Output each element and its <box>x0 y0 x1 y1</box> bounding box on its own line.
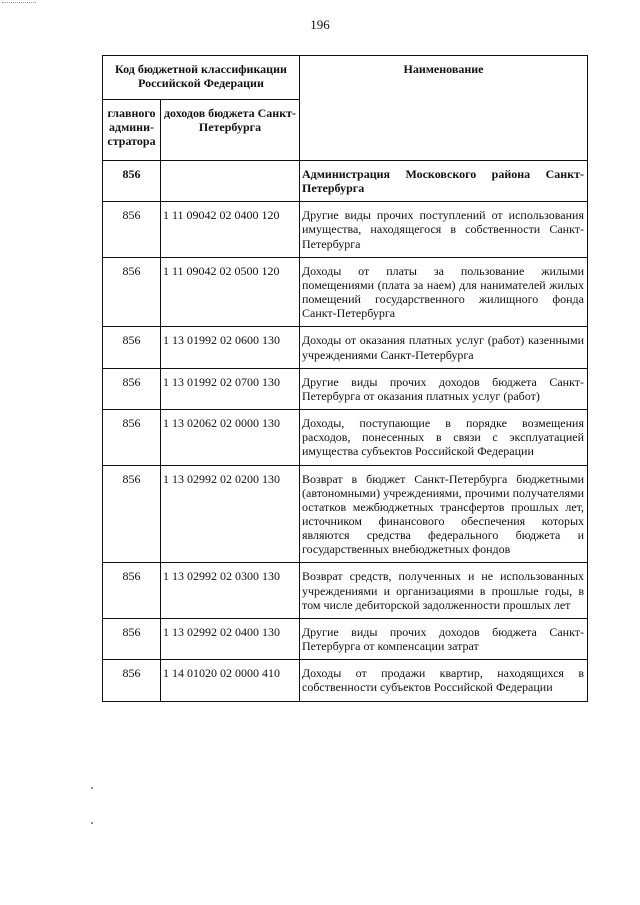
table-row <box>103 161 588 202</box>
table-row <box>103 368 588 409</box>
admin-code-cell: 856 <box>103 563 161 618</box>
revenue-code-cell: 1 11 09042 02 0500 120 <box>161 257 300 327</box>
table-header <box>103 56 588 161</box>
header-code-group: Код бюджетной классификации Российской Федерации <box>103 56 300 100</box>
table-row <box>103 202 588 257</box>
name-cell: Возврат в бюджет Санкт-Петербурга бюджетными (автономными) учреждениями, прочими получателями остатков межбюджетных трансфертов прошлых лет, источником финансового обеспечения которых являются средства федерального бюджета и государственных внебюджетных фондов <box>300 465 588 563</box>
admin-code-cell: 856 <box>103 618 161 659</box>
admin-code-cell: 856 <box>103 465 161 563</box>
table-row <box>103 465 588 563</box>
table-row <box>103 257 588 327</box>
revenue-code-cell: 1 13 02992 02 0300 130 <box>161 563 300 618</box>
admin-code-cell: 856 <box>103 660 161 701</box>
name-cell: Доходы от оказания платных услуг (работ) казенными учреждениями Санкт-Петербурга <box>300 327 588 368</box>
revenue-code-cell: 1 13 01992 02 0600 130 <box>161 327 300 368</box>
name-cell: Администрация Московского района Санкт-Петербурга <box>300 161 588 202</box>
name-cell: Другие виды прочих доходов бюджета Санкт-Петербурга от компенсации затрат <box>300 618 588 659</box>
name-cell: Доходы от продажи квартир, находящихся в собственности субъектов Российской Федерации <box>300 660 588 701</box>
revenue-code-cell: 1 13 02062 02 0000 130 <box>161 410 300 465</box>
header-name: Наименование <box>300 56 588 161</box>
scan-dot <box>91 787 93 789</box>
page-number: 196 <box>310 17 330 32</box>
table-body <box>103 161 588 702</box>
admin-code-cell: 856 <box>103 257 161 327</box>
admin-code-cell: 856 <box>103 368 161 409</box>
header-revenue: доходов бюджета Санкт-Петербурга <box>161 100 300 161</box>
table-row <box>103 660 588 701</box>
name-cell: Другие виды прочих поступлений от использования имущества, находящегося в собственности Санкт-Петербурга <box>300 202 588 257</box>
table-row <box>103 618 588 659</box>
name-cell: Доходы, поступающие в порядке возмещения расходов, понесенных в связи с эксплуатацией имущества субъектов Российской Федерации <box>300 410 588 465</box>
revenue-code-cell: 1 13 01992 02 0700 130 <box>161 368 300 409</box>
name-cell: Другие виды прочих доходов бюджета Санкт-Петербурга от оказания платных услуг (работ) <box>300 368 588 409</box>
name-cell: Возврат средств, полученных и не использованных учреждениями и организациями в прошлые годы, в том числе дебиторской задолженности прошлых лет <box>300 563 588 618</box>
budget-classification-table <box>102 55 588 702</box>
revenue-code-cell <box>161 161 300 202</box>
revenue-code-cell: 1 14 01020 02 0000 410 <box>161 660 300 701</box>
table-row <box>103 327 588 368</box>
admin-code-cell: 856 <box>103 410 161 465</box>
table-row <box>103 410 588 465</box>
revenue-code-cell: 1 11 09042 02 0400 120 <box>161 202 300 257</box>
admin-code-cell: 856 <box>103 202 161 257</box>
name-cell: Доходы от платы за пользование жилыми помещениями (плата за наем) для нанимателей жилых помещений государственного жилищного фонда Санкт-Петербурга <box>300 257 588 327</box>
revenue-code-cell: 1 13 02992 02 0200 130 <box>161 465 300 563</box>
revenue-code-cell: 1 13 02992 02 0400 130 <box>161 618 300 659</box>
scan-corner-mark <box>2 2 36 3</box>
header-admin: главного админи-стратора <box>103 100 161 161</box>
table-row <box>103 563 588 618</box>
admin-code-cell: 856 <box>103 327 161 368</box>
scan-dot <box>91 822 93 824</box>
admin-code-cell: 856 <box>103 161 161 202</box>
